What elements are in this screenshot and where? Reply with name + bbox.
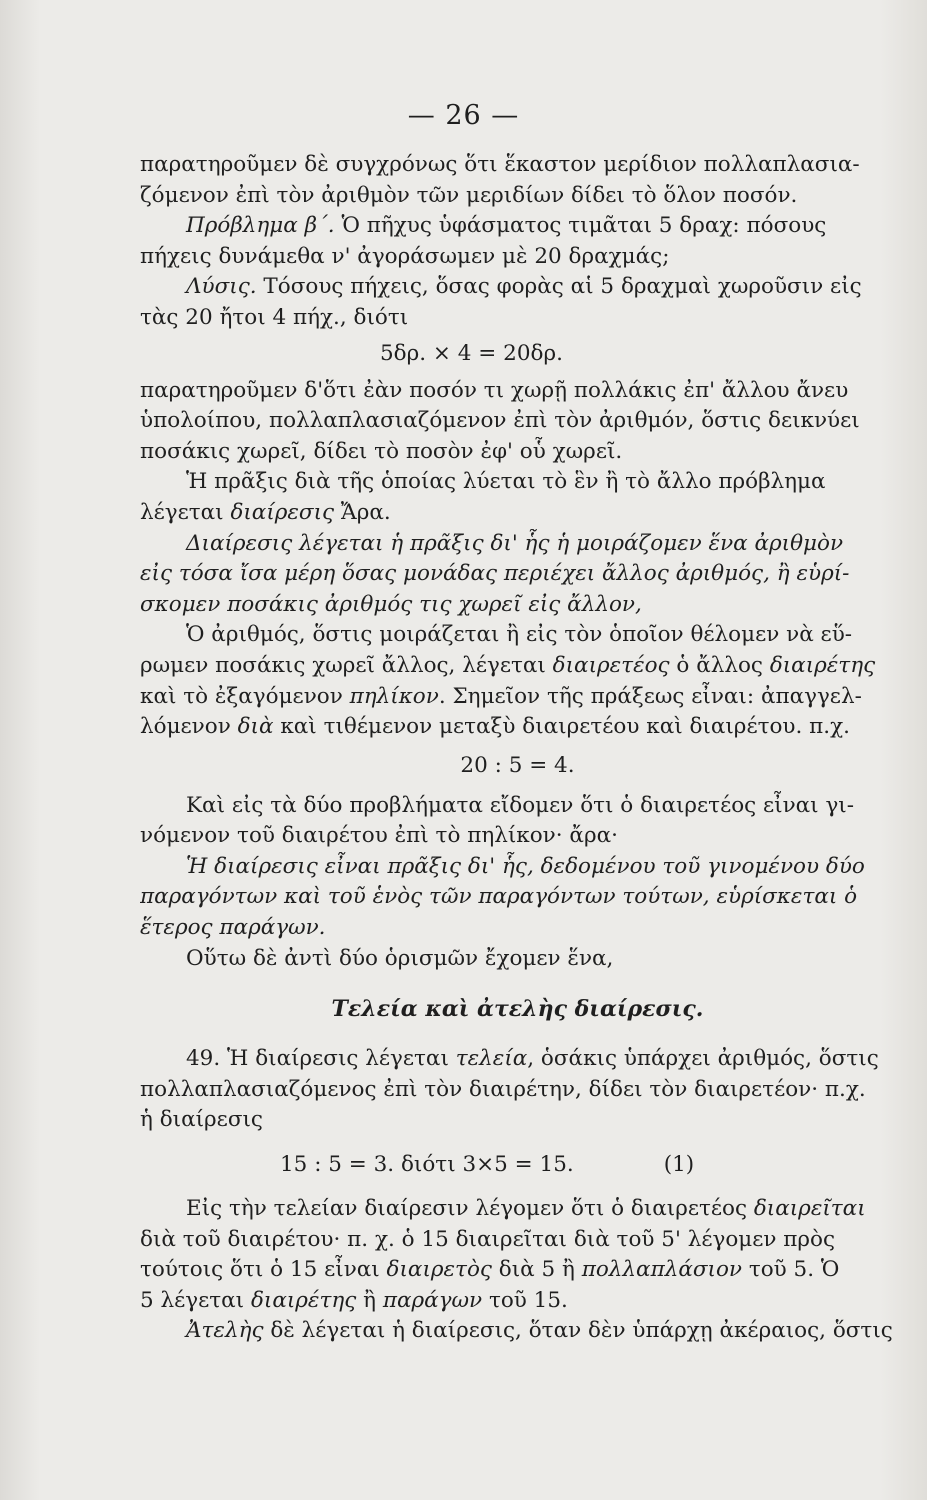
text-span: 5 λέγεται xyxy=(140,1287,251,1313)
text-span: τούτοις ὅτι ὁ 15 εἶναι xyxy=(140,1257,387,1283)
text-line xyxy=(140,1255,895,1286)
problem-label: Πρόβλημα β΄. xyxy=(186,213,335,239)
term-italic: διαιρετὸς xyxy=(386,1257,492,1283)
page-number: — 26 — xyxy=(407,100,520,131)
solution-line xyxy=(140,272,895,303)
section-heading: Τελεία καὶ ἀτελὴς διαίρεσις. xyxy=(331,996,704,1023)
text-line: Οὕτω δὲ ἀντὶ δύο ὁρισμῶν ἔχομεν ἕνα, xyxy=(186,945,614,971)
definition-line: ἕτερος παράγων. xyxy=(140,915,326,941)
text-line: πολλαπλασιαζόμενος ἐπὶ τὸν διαιρέτην, δίδει τὸν διαιρετέον· π.χ. xyxy=(140,1076,866,1102)
term-italic: διαιρετέος xyxy=(552,652,670,678)
term-italic: διαίρεσις xyxy=(230,499,335,525)
text-line xyxy=(140,1044,895,1075)
term-italic: παράγων xyxy=(382,1287,483,1313)
text-line: τὰς 20 ἤτοι 4 πήχ., διότι xyxy=(140,304,409,330)
text-line xyxy=(140,1316,895,1347)
text-span: τοῦ 15. xyxy=(482,1287,568,1313)
term-italic: πολλαπλάσιον xyxy=(581,1257,742,1283)
text-span: . Σημεῖον τῆς πράξεως εἶναι: ἀπαγγελ- xyxy=(438,683,862,709)
definition-line: Ἡ διαίρεσις εἶναι πρᾶξις δι' ἧς, δεδομένου τοῦ γινομένου δύο xyxy=(186,853,865,879)
problem-text: Ὁ πῆχυς ὑφάσματος τιμᾶται 5 δραχ: πόσους xyxy=(334,213,827,239)
text-span: λέγεται xyxy=(140,499,231,525)
term-italic: πηλίκον xyxy=(349,683,439,709)
text-span: δὲ λέγεται ἡ διαίρεσις, ὅταν δὲν ὑπάρχῃ ἀκέραιος, ὅστις xyxy=(263,1318,893,1344)
text-line xyxy=(140,498,895,529)
text-span: , ὁσάκις ὑπάρχει ἀριθμός, ὅστις xyxy=(527,1046,879,1072)
term-italic: τελεία xyxy=(455,1046,528,1072)
text-line: ποσάκις χωρεῖ, δίδει τὸ ποσὸν ἐφ' οὗ χωρεῖ. xyxy=(140,438,623,464)
text-line: διὰ τοῦ διαιρέτου· π. χ. ὁ 15 διαιρεῖται διὰ τοῦ 5' λέγομεν πρὸς xyxy=(140,1226,836,1252)
equation-number: (1) xyxy=(663,1152,695,1178)
text-line: πήχεις δυνάμεθα ν' ἀγοράσωμεν μὲ 20 δραχμάς; xyxy=(140,243,670,269)
page-body xyxy=(140,150,895,1347)
term-italic: διαιρέτης xyxy=(250,1287,357,1313)
equation: 20 : 5 = 4. xyxy=(460,752,575,778)
text-span: 49. Ἡ διαίρεσις λέγεται xyxy=(186,1046,456,1072)
text-line: Καὶ εἰς τὰ δύο προβλήματα εἴδομεν ὅτι ὁ διαιρετέος εἶναι γι- xyxy=(186,792,854,818)
text-span: λόμενον xyxy=(140,714,238,740)
text-line: ὑπολοίπου, πολλαπλασιαζόμενον ἐπὶ τὸν ἀριθμόν, ὅστις δεικνύει xyxy=(140,408,860,434)
text-span: Ἄρα. xyxy=(334,499,391,525)
definition-line: σκομεν ποσάκις ἀριθμός τις χωρεῖ εἰς ἄλλον, xyxy=(140,591,642,617)
text-line xyxy=(140,1194,895,1225)
text-line xyxy=(140,651,895,682)
text-span: ἢ xyxy=(356,1287,383,1313)
text-line: Ὁ ἀριθμός, ὅστις μοιράζεται ἢ εἰς τὸν ὁποῖον θέλομεν νὰ εὕ- xyxy=(186,622,853,648)
text-line: Ἡ πρᾶξις διὰ τῆς ὁποίας λύεται τὸ ἓν ἢ τὸ ἄλλο πρόβλημα xyxy=(186,469,826,495)
text-line: ζόμενον ἐπὶ τὸν ἀριθμὸν τῶν μεριδίων δίδει τὸ ὅλον ποσόν. xyxy=(140,182,798,208)
definition-line: παραγόντων καὶ τοῦ ἑνὸς τῶν παραγόντων τούτων, εὑρίσκεται ὁ xyxy=(140,884,858,910)
text-line: ἡ διαίρεσις xyxy=(140,1107,263,1133)
text-line xyxy=(140,712,895,743)
term-italic: διὰ xyxy=(237,714,274,740)
text-span: τοῦ 5. Ὁ xyxy=(741,1257,840,1283)
definition-line: Διαίρεσις λέγεται ἡ πρᾶξις δι' ἧς ἡ μοιράζομεν ἕνα ἀριθμὸν xyxy=(186,530,844,556)
term-italic: διαιρέτης xyxy=(769,652,876,678)
text-line: παρατηροῦμεν δὲ συγχρόνως ὅτι ἕκαστον μερίδιον πολλαπλασια- xyxy=(140,152,860,177)
text-line: νόμενον τοῦ διαιρέτου ἐπὶ τὸ πηλίκον· ἄρα· xyxy=(140,823,618,849)
equation: 5δρ. × 4 = 20δρ. xyxy=(380,340,563,366)
text-span: καὶ τιθέμενον μεταξὺ διαιρετέου καὶ διαιρέτου. π.χ. xyxy=(273,714,850,740)
text-span: ρωμεν ποσάκις χωρεῖ ἄλλος, λέγεται xyxy=(140,652,553,678)
text-span: διὰ 5 ἢ xyxy=(491,1257,582,1283)
term-italic: διαιρεῖται xyxy=(753,1196,866,1222)
problem-line xyxy=(140,211,895,242)
equation xyxy=(140,1136,895,1194)
equation-text: 15 : 5 = 3. διότι 3×5 = 15. xyxy=(280,1152,574,1178)
solution-text: Τόσους πήχεις, ὅσας φορὰς αἱ 5 δραχμαὶ χωροῦσιν εἰς xyxy=(256,274,862,300)
text-line: παρατηροῦμεν δ'ὅτι ἐὰν ποσόν τι χωρῇ πολλάκις ἐπ' ἄλλου ἄνευ xyxy=(140,377,849,403)
text-line xyxy=(140,1286,895,1317)
definition-line: εἰς τόσα ἴσα μέρη ὅσας μονάδας περιέχει ἄλλος ἀριθμός, ἢ εὑρί- xyxy=(140,561,850,587)
solution-label: Λύσις. xyxy=(186,274,257,300)
text-span: Εἰς τὴν τελείαν διαίρεσιν λέγομεν ὅτι ὁ διαιρετέος xyxy=(186,1196,754,1222)
text-span: ὁ ἄλλος xyxy=(669,652,770,678)
text-span: καὶ τὸ ἐξαγόμενον xyxy=(140,683,350,709)
text-line xyxy=(140,682,895,713)
term-italic: Ἀτελὴς xyxy=(186,1318,264,1344)
